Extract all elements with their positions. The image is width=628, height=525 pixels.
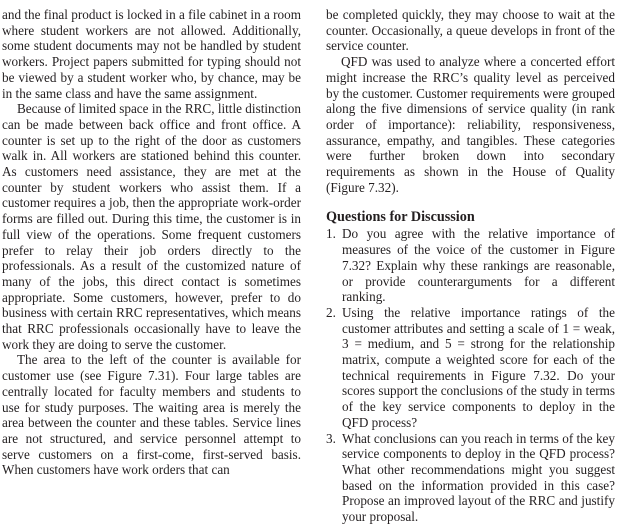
body-paragraph: and the final product is locked in a file cabinet in a room where student workers are not allowed. Additionally, some student documents may not be handled by student workers. Project papers submitted for typing should not be viewed by a student worker who, by chance, may be in the same class and have the same assignment. (2, 7, 301, 101)
question-number: 3. (326, 430, 336, 446)
body-paragraph: The area to the left of the counter is available for customer use (see Figure 7.31). Four large tables are centrally located for faculty members and students to use for study purposes. The waiting area is merely the area between the counter and these tables. Service lines are not structured, and service personnel attempt to serve customers on a first-come, first-served basis. When customers have work orders that can (2, 352, 301, 478)
question-text: Do you agree with the relative importance of measures of the voice of the customer in Figure 7.32? Explain why these rankings are reasonable, or provide counterarguments for a different ranking. (342, 226, 615, 305)
section-heading: Questions for Discussion (326, 209, 475, 226)
body-paragraph: Because of limited space in the RRC, little distinction can be made between back office and front office. A counter is set up to the right of the door as customers walk in. All workers are stationed behind this counter. As customers need assistance, they are met at the counter by student workers who assist them. If a customer requires a job, then the appropriate work-order forms are filled out. During this time, the customer is in full view of the operations. Some frequent customers prefer to relay their job orders directly to the professionals. As a result of the customized nature of many of the jobs, this direct contact is sometimes appropriate. Some customers, however, prefer to do business with certain RRC representatives, which means that RRC professionals occasionally have to leave the work they are doing to serve the customer. (2, 101, 301, 352)
question-text: Using the relative importance ratings of the customer attributes and setting a scale of 1 = weak, 3 = medium, and 5 = strong for the relationship matrix, compute a weighted score for each of the technical requirements in Figure 7.32. Do your scores support the conclusions of the study in terms of the key service components to deploy in the QFD process? (342, 304, 615, 430)
body-paragraph: QFD was used to analyze where a concerted effort might increase the RRC’s quality level as perceived by the customer. Customer requirements were grouped along the five dimensions of service quality (in rank order of importance): reliability, responsiveness, assurance, empathy, and tangibles. These categories were further broken down into secondary requirements as shown in the House of Quality (Figure 7.32). (326, 54, 615, 195)
question-list (326, 226, 615, 524)
question-text: What conclusions can you reach in terms of the key service components to deploy in the QFD process? What other recommendations might you suggest based on the information provided in this case? Propose an improved layout of the RRC and justify your proposal. (342, 430, 615, 525)
question-number: 1. (326, 226, 336, 242)
left-column (2, 7, 301, 478)
question-item (326, 305, 615, 431)
question-number: 2. (326, 304, 336, 320)
right-column (326, 7, 615, 525)
body-paragraph: be completed quickly, they may choose to wait at the counter. Occasionally, a queue develops in front of the service counter. (326, 7, 615, 54)
question-item (326, 226, 615, 305)
question-item (326, 431, 615, 525)
